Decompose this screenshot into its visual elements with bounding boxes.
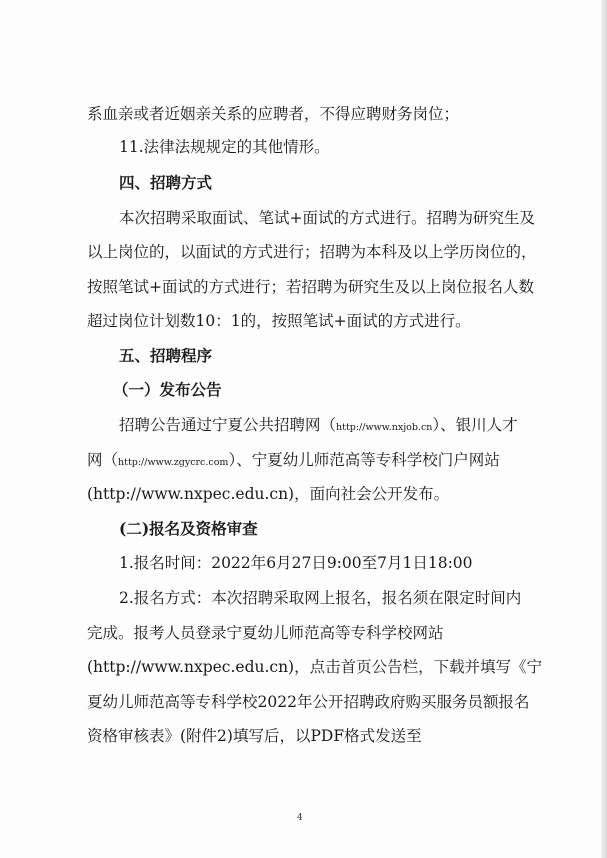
section-heading-4: 四、招聘方式 — [119, 173, 213, 192]
page-edge-shadow — [601, 0, 607, 858]
text-line-2: 11.法律法规规定的其他情形。 — [119, 138, 330, 156]
page-number: 4 — [297, 813, 303, 823]
text-line-6: 按照笔试+面试的方式进行；若招聘为研究生及以上岗位报名人数 — [87, 278, 534, 296]
section-heading-5: 五、招聘程序 — [119, 346, 213, 365]
text-line-time: 1.报名时间：2022年6月27日9:00至7月1日18:00 — [119, 554, 473, 572]
text-line-1: 系血亲或者近姻亲关系的应聘者，不得应聘财务岗位； — [87, 105, 460, 123]
text-line-method: 2.报名方式：本次招聘采取网上报名，报名须在限定时间内 — [119, 589, 522, 607]
text-line-7: 超过岗位计划数10：1的，按照笔试+面试的方式进行。 — [87, 312, 471, 330]
text-line-16: 夏幼儿师范高等专科学校2022年公开招聘政府购买服务员额报名 — [87, 693, 530, 711]
text-line-17: 资格审核表》(附件2)填写后，以PDF格式发送至 — [87, 727, 422, 745]
subsection-heading-1: （一）发布公告 — [113, 380, 222, 399]
nxjob-link[interactable]: http://www.nxjob.cn — [336, 422, 433, 433]
zgycrc-link[interactable]: http://www.zgycrc.com — [118, 457, 229, 468]
text-line-announce-2: 网（http://www.zgycrc.com）、宁夏幼儿师范高等专科学校门户网站 — [87, 451, 500, 469]
text-line-14: 完成。报考人员登录宁夏幼儿师范高等专科学校网站 — [87, 624, 444, 642]
subsection-heading-2: (二)报名及资格审查 — [119, 519, 258, 538]
text-line-url-1: (http://www.nxpec.edu.cn)，面向社会公开发布。 — [87, 485, 450, 503]
text-line-4: 本次招聘采取面试、笔试+面试的方式进行。招聘为研究生及 — [119, 209, 535, 227]
text-line-15: (http://www.nxpec.edu.cn)，点击首页公告栏，下载并填写《宁 — [87, 658, 543, 676]
text-line-announce-1: 招聘公告通过宁夏公共招聘网（http://www.nxjob.cn）、银川人才 — [119, 416, 518, 434]
text-line-5: 以上岗位的，以面试的方式进行；招聘为本科及以上学历岗位的， — [87, 243, 537, 261]
